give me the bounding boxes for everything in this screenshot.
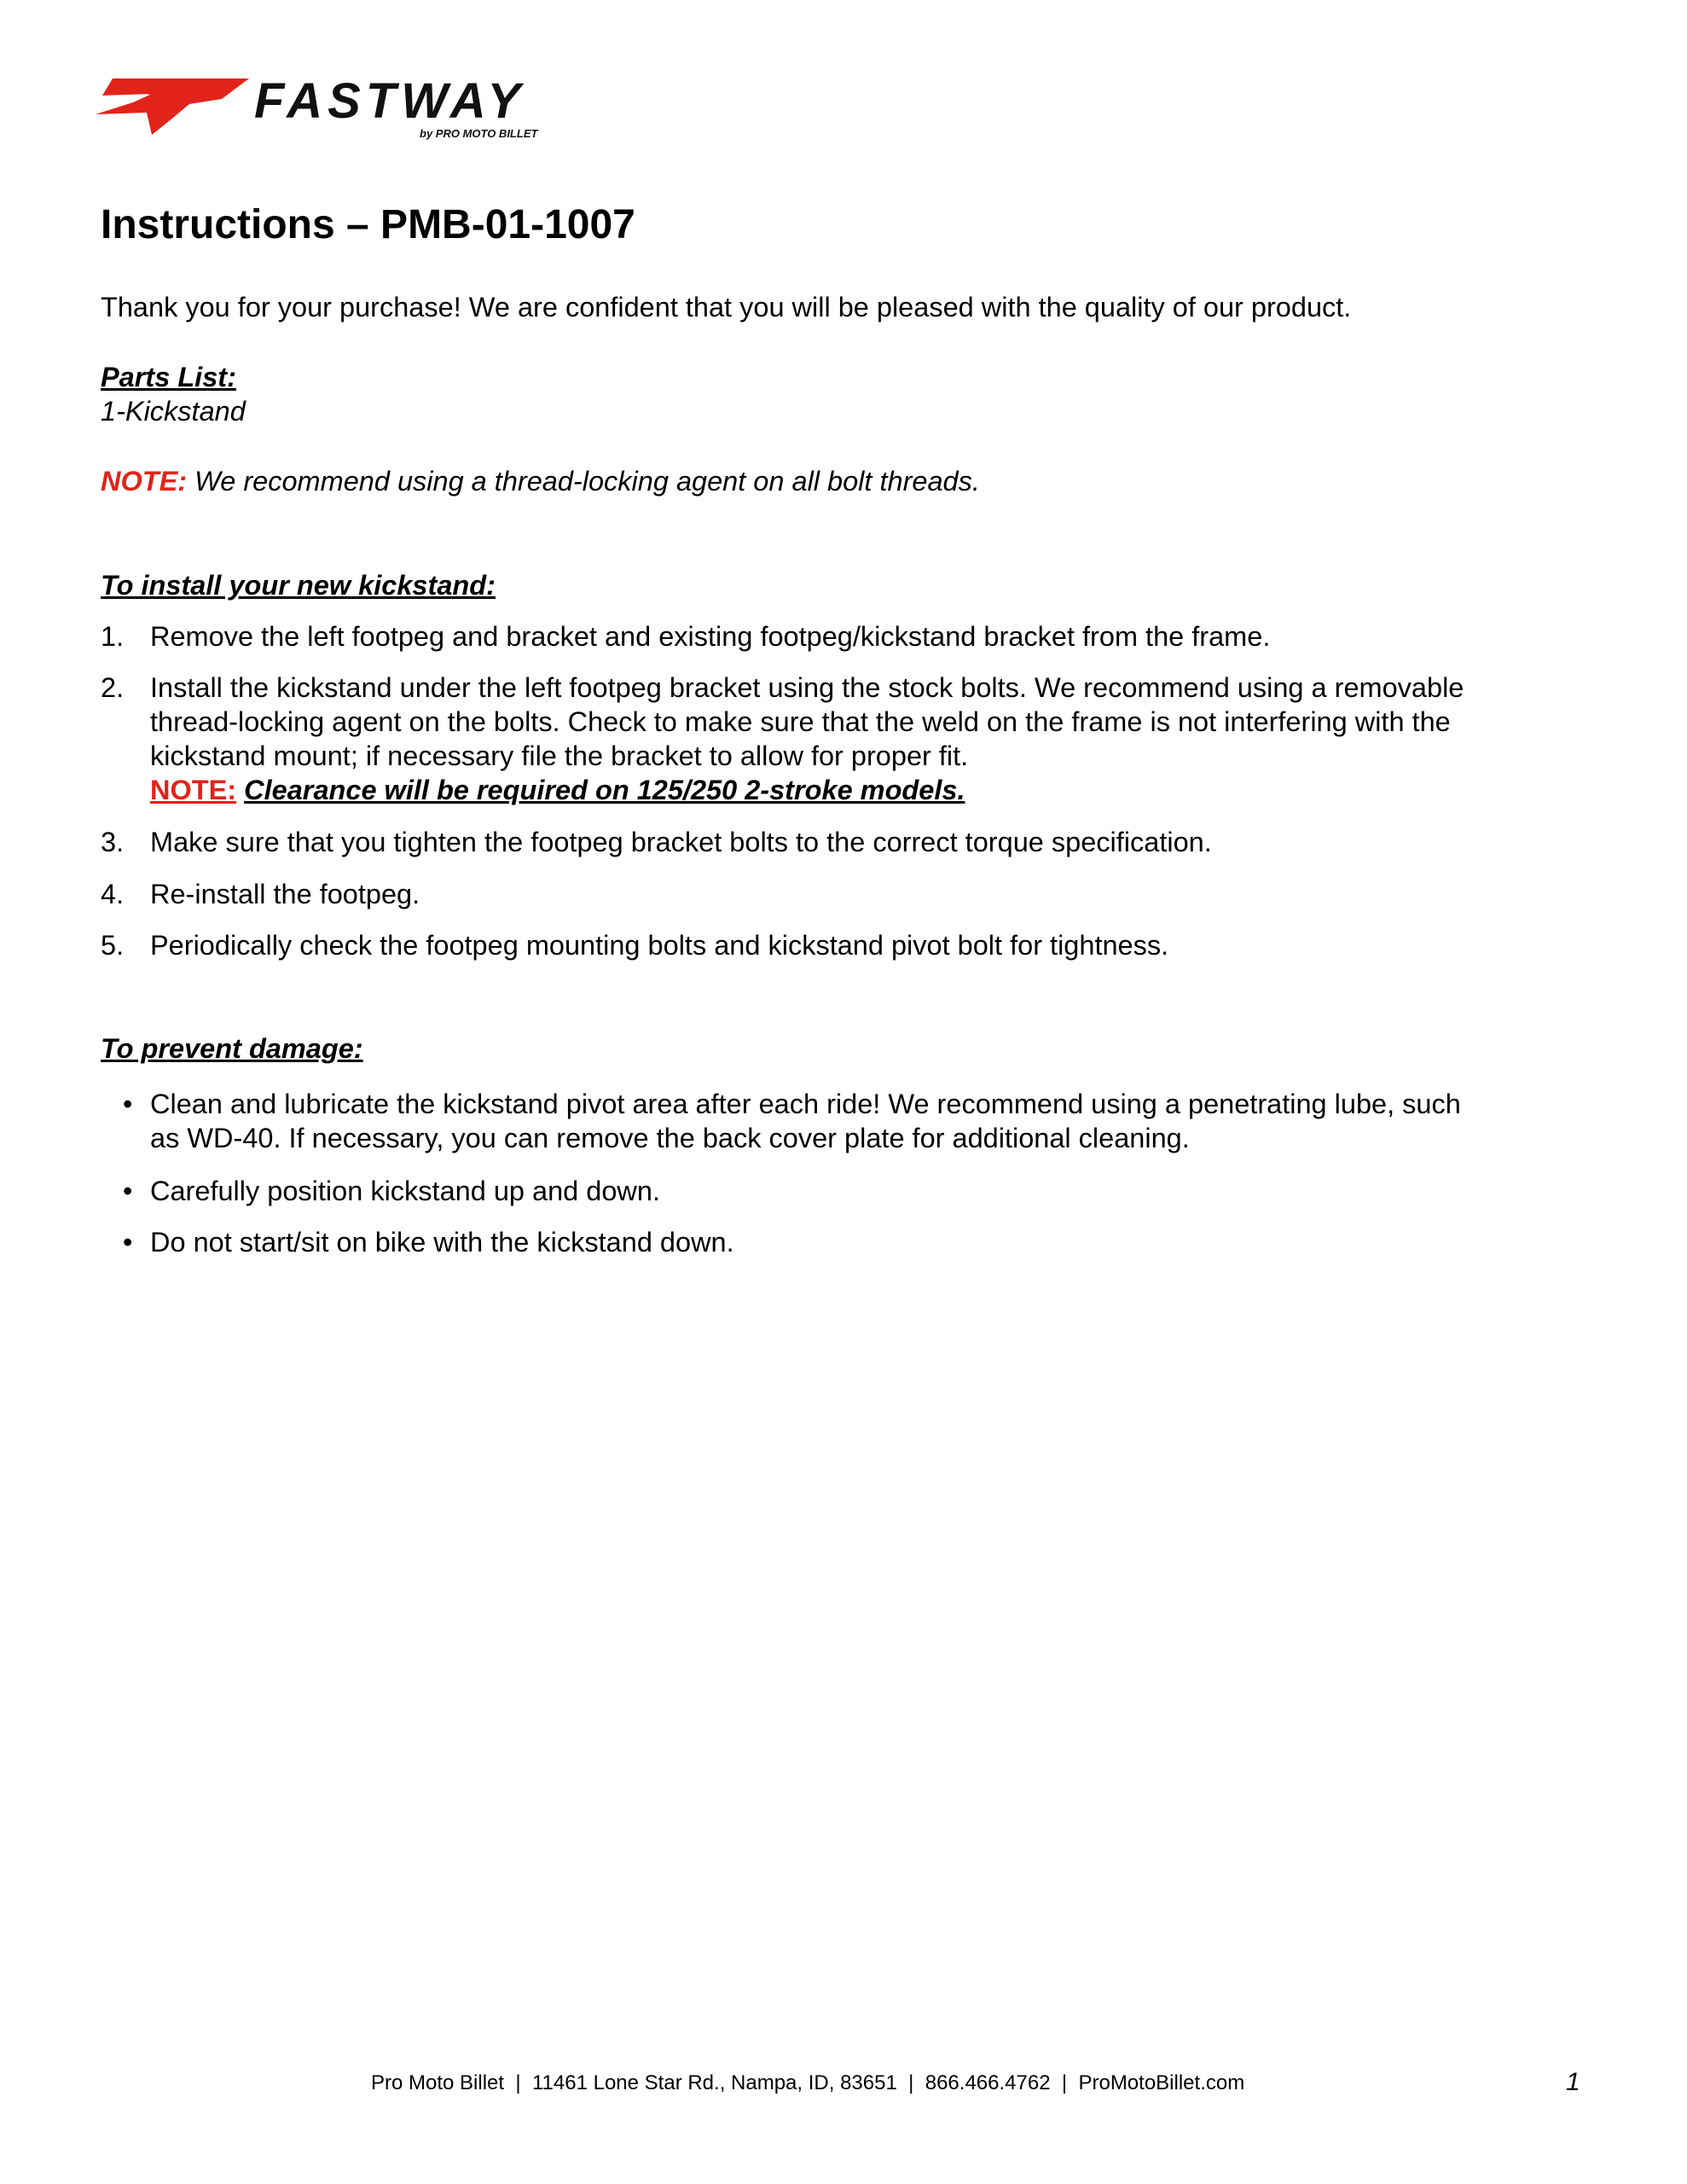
step-number: 3. xyxy=(101,827,125,857)
footer-contact xyxy=(371,2071,1244,2095)
step-text-line: kickstand mount; if necessary file the bracket to allow for proper fit. xyxy=(150,741,969,771)
thread-locking-note xyxy=(101,464,980,498)
step-text-line: Install the kickstand under the left footpeg bracket using the stock bolts. We recommend using a removable xyxy=(150,672,1464,703)
parts-list-heading: Parts List: xyxy=(101,362,236,392)
page-number: 1 xyxy=(1566,2068,1580,2096)
step-text: Make sure that you tighten the footpeg bracket bolts to the correct torque specification. xyxy=(150,827,1212,857)
note-text: We recommend using a thread-locking agent on all bolt threads. xyxy=(187,466,980,497)
footer-website: ProMotoBillet.com xyxy=(1078,2071,1245,2094)
bullet-icon: • xyxy=(123,1089,133,1119)
step-number: 5. xyxy=(101,930,125,961)
step-text-line: thread-locking agent on the bolts. Check to make sure that the weld on the frame is not interfering with the xyxy=(150,706,1451,737)
logo-wordmark: FASTWAY xyxy=(254,73,526,129)
footer-address: 11461 Lone Star Rd., Nampa, ID, 83651 xyxy=(531,2071,897,2094)
bullet-icon: • xyxy=(123,1227,133,1258)
step-number: 2. xyxy=(101,672,125,703)
prevent-bullet xyxy=(101,1087,1619,1155)
parts-list-item: 1-Kickstand xyxy=(101,396,246,427)
clearance-note-text: Clearance will be required on 125/250 2-stroke models. xyxy=(244,775,965,805)
clearance-note-label: NOTE: xyxy=(150,775,237,805)
install-step xyxy=(101,671,1619,821)
bullet-icon: • xyxy=(123,1176,133,1206)
step-text: Re-install the footpeg. xyxy=(150,879,420,909)
footer-company: Pro Moto Billet xyxy=(371,2071,505,2094)
fastway-logo xyxy=(96,70,607,145)
bullet-text-line: as WD-40. If necessary, you can remove the back cover plate for additional cleaning. xyxy=(150,1123,1190,1153)
step-text: Periodically check the footpeg mounting bolts and kickstand pivot bolt for tightness. xyxy=(150,930,1169,961)
clearance-note xyxy=(150,773,965,807)
step-number: 1. xyxy=(101,621,125,652)
footer-separator: | xyxy=(515,2071,521,2094)
step-number: 4. xyxy=(101,879,125,909)
page-title: Instructions – PMB-01-1007 xyxy=(101,202,635,247)
intro-text: Thank you for your purchase! We are confident that you will be pleased with the quality of our product. xyxy=(101,292,1352,322)
bullet-text-line: Clean and lubricate the kickstand pivot area after each ride! We recommend using a penetrating lube, such xyxy=(150,1089,1461,1119)
step-text: Remove the left footpeg and bracket and existing footpeg/kickstand bracket from the frame. xyxy=(150,621,1271,652)
bullet-text: Carefully position kickstand up and down. xyxy=(150,1176,660,1206)
fastway-logo-graphic xyxy=(96,70,607,145)
logo-tagline: by PRO MOTO BILLET xyxy=(420,127,538,140)
install-heading: To install your new kickstand: xyxy=(101,570,496,601)
footer-separator: | xyxy=(1061,2071,1068,2094)
note-label: NOTE: xyxy=(101,466,188,497)
footer-separator: | xyxy=(908,2071,914,2094)
prevent-damage-heading: To prevent damage: xyxy=(101,1033,363,1064)
footer-phone: 866.466.4762 xyxy=(925,2071,1051,2094)
bullet-text: Do not start/sit on bike with the kickstand down. xyxy=(150,1227,734,1258)
